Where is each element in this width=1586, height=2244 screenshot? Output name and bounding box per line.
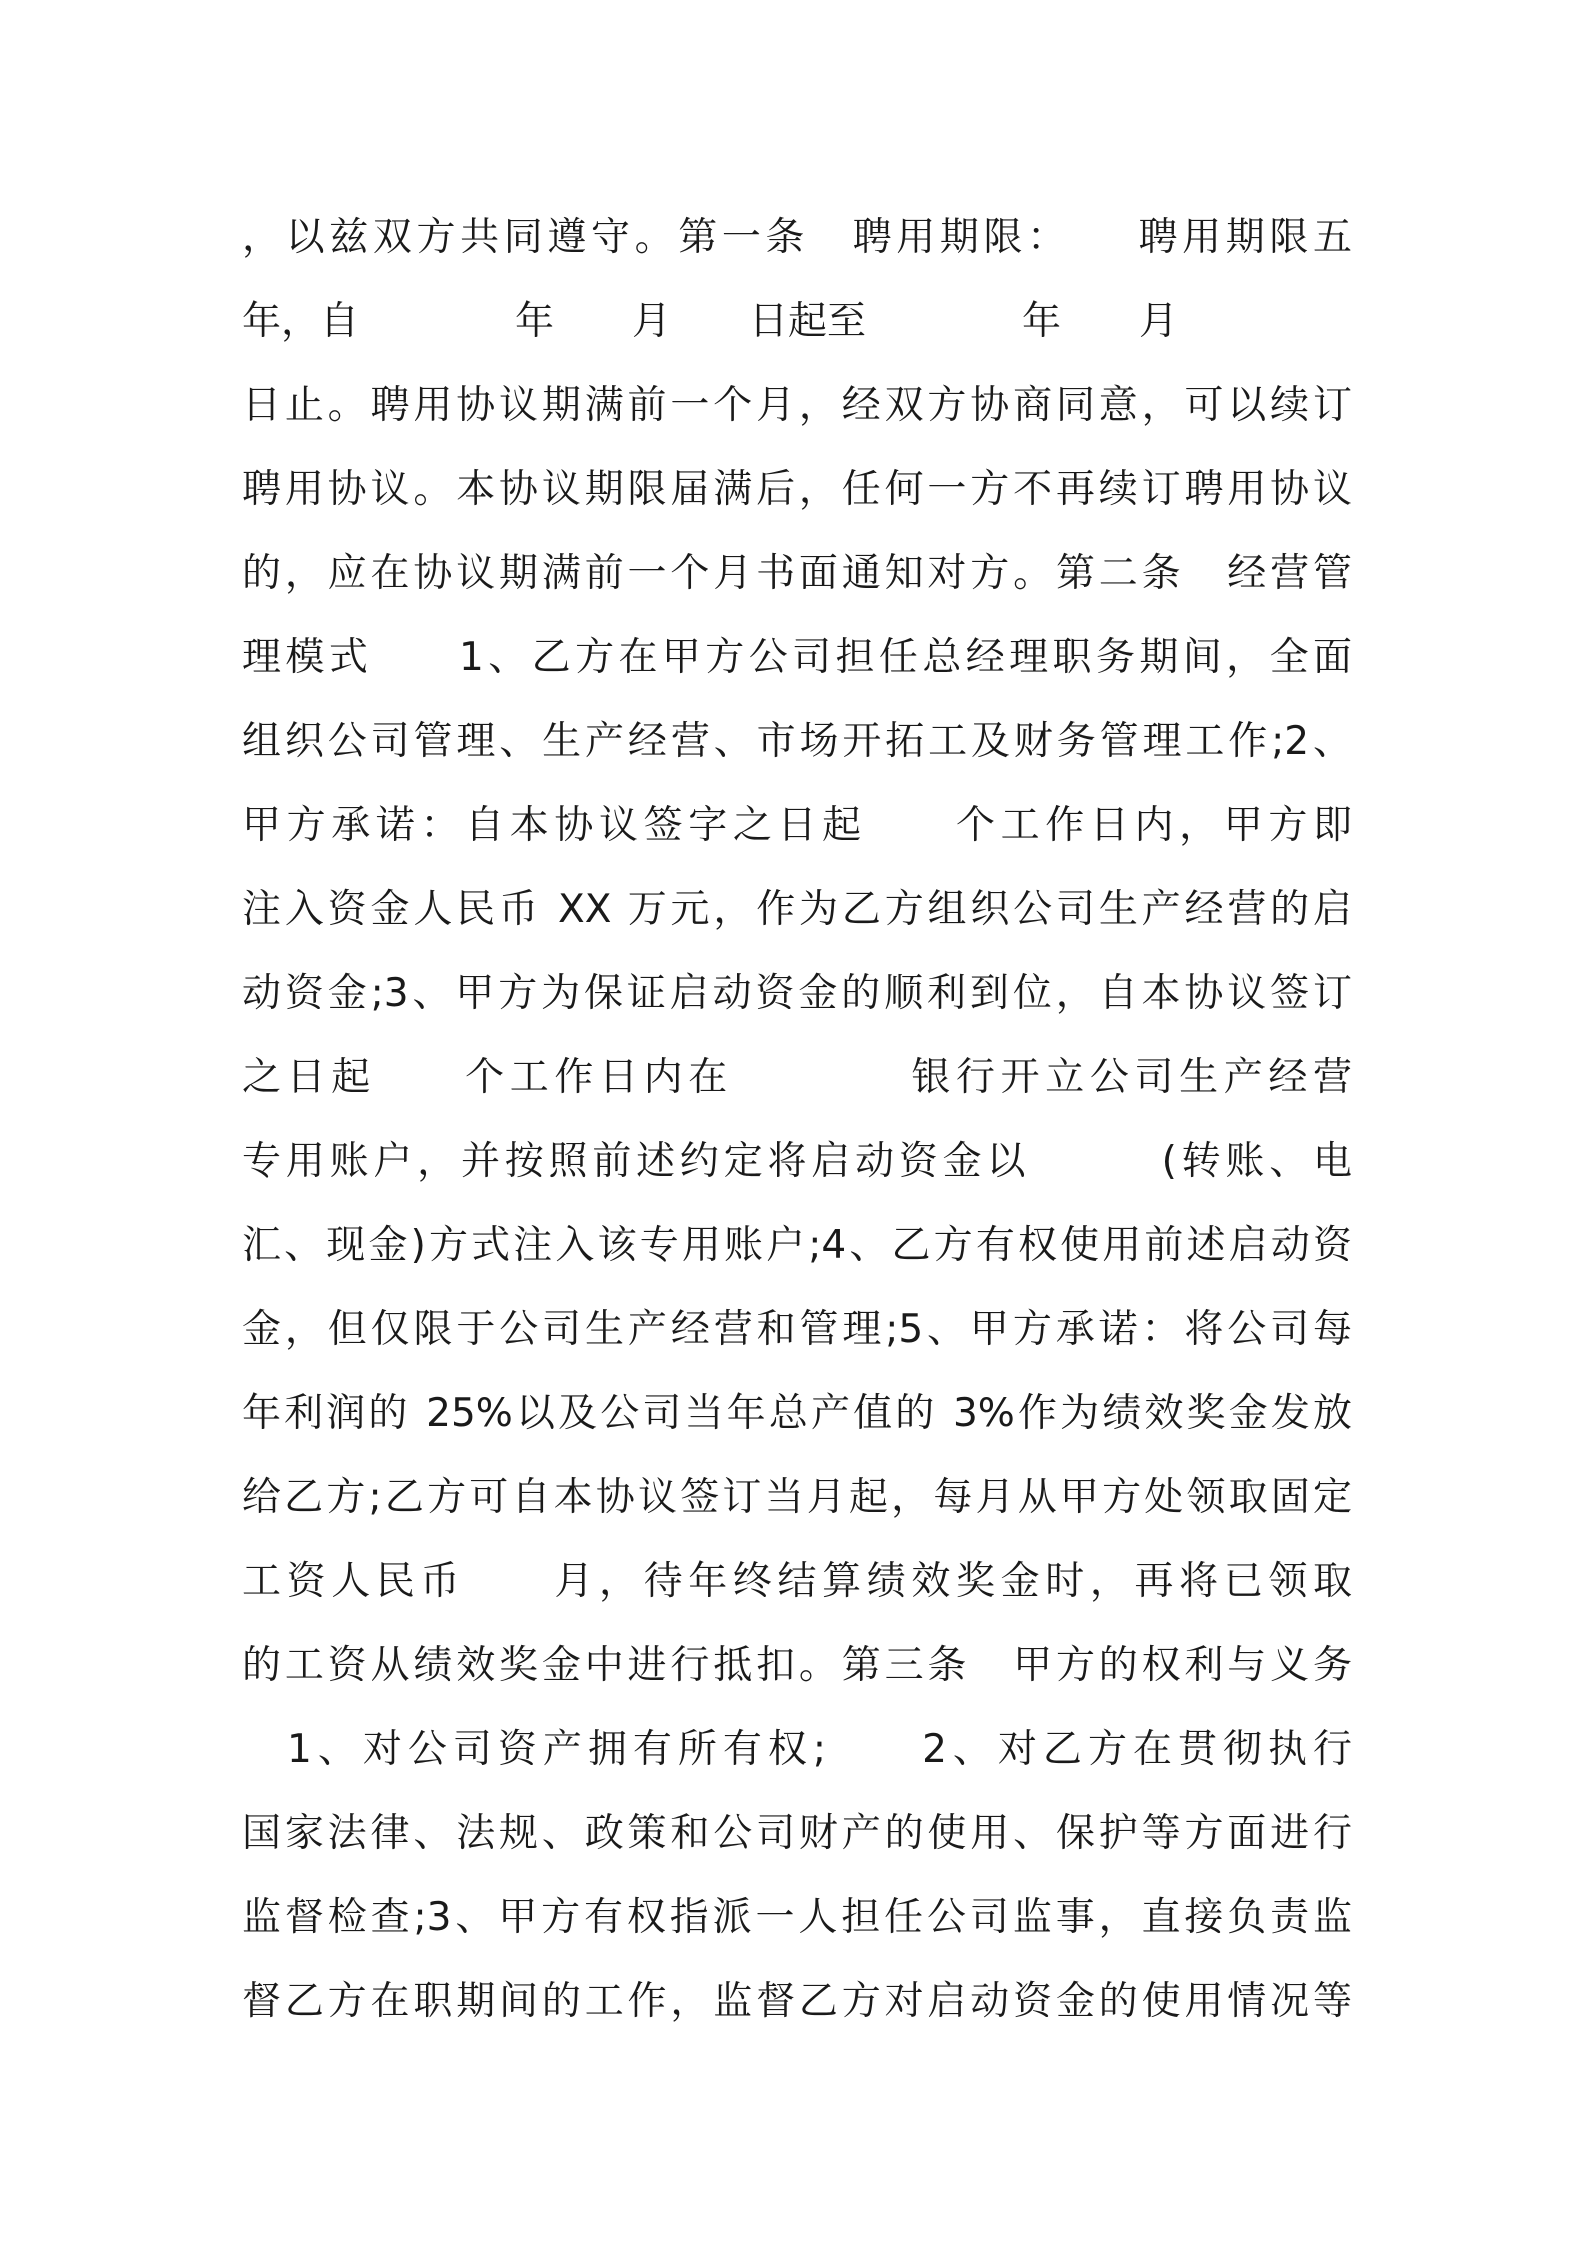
text-line: 年利润的 25%以及公司当年总产值的 3%作为绩效奖金发放 bbox=[242, 1391, 1352, 1436]
text-line: 聘用协议。本协议期限届满后，任何一方不再续订聘用协议 bbox=[242, 467, 1352, 512]
contract-text bbox=[242, 196, 1352, 2044]
text-line: ，以兹双方共同遵守。第一条 聘用期限： 聘用期限五 bbox=[242, 215, 1352, 260]
text-line: 组织公司管理、生产经营、市场开拓工及财务管理工作;2、 bbox=[242, 719, 1352, 764]
text-line: 专用账户，并按照前述约定将启动资金以 (转账、电 bbox=[242, 1139, 1352, 1184]
text-line: 工资人民币 月，待年终结算绩效奖金时，再将已领取 bbox=[242, 1559, 1352, 1604]
text-line: 汇、现金)方式注入该专用账户;4、乙方有权使用前述启动资 bbox=[242, 1223, 1352, 1268]
text-line: 督乙方在职期间的工作，监督乙方对启动资金的使用情况等 bbox=[242, 1979, 1352, 2024]
text-line: 日止。聘用协议期满前一个月，经双方协商同意，可以续订 bbox=[242, 383, 1352, 428]
text-line: 动资金;3、甲方为保证启动资金的顺利到位，自本协议签订 bbox=[242, 971, 1352, 1016]
text-line: 金，但仅限于公司生产经营和管理;5、甲方承诺：将公司每 bbox=[242, 1307, 1352, 1352]
text-line: 注入资金人民币 XX 万元，作为乙方组织公司生产经营的启 bbox=[242, 887, 1352, 932]
text-line: 的工资从绩效奖金中进行抵扣。第三条 甲方的权利与义务 bbox=[242, 1643, 1352, 1688]
text-line: 甲方承诺：自本协议签字之日起 个工作日内，甲方即 bbox=[242, 803, 1352, 848]
text-line: 的，应在协议期满前一个月书面通知对方。第二条 经营管 bbox=[242, 551, 1352, 596]
text-line: 之日起 个工作日内在 银行开立公司生产经营 bbox=[242, 1055, 1352, 1100]
text-line: 给乙方;乙方可自本协议签订当月起，每月从甲方处领取固定 bbox=[242, 1475, 1352, 1520]
text-line: 年，自 年 月 日起至 年 月 bbox=[242, 299, 1179, 344]
text-line: 理模式 1、乙方在甲方公司担任总经理职务期间，全面 bbox=[242, 635, 1352, 680]
text-line: 1、对公司资产拥有所有权; 2、对乙方在贯彻执行 bbox=[242, 1727, 1352, 1772]
text-line: 监督检查;3、甲方有权指派一人担任公司监事，直接负责监 bbox=[242, 1895, 1352, 1940]
text-line: 国家法律、法规、政策和公司财产的使用、保护等方面进行 bbox=[242, 1811, 1352, 1856]
